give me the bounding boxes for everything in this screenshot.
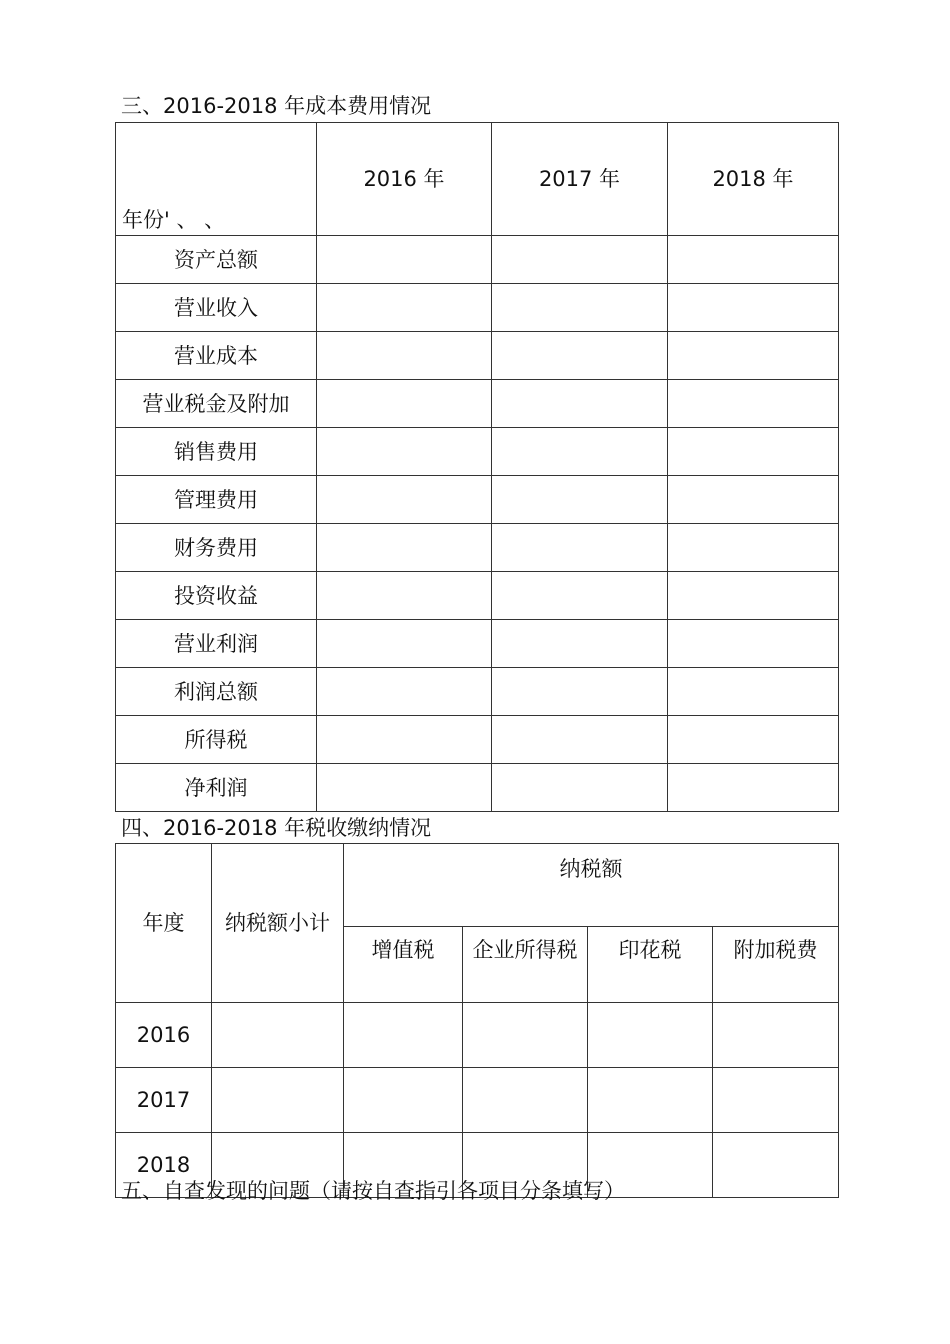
value-cell[interactable] [492,764,668,812]
table-row [116,572,839,620]
row-label: 营业税金及附加 [116,380,317,428]
col-header-vat: 增值税 [344,927,463,1003]
row-label: 销售费用 [116,428,317,476]
row-label: 营业成本 [116,332,317,380]
year-header-2016: 2016 年 [317,123,492,236]
value-cell[interactable] [463,1068,588,1133]
row-label: 资产总额 [116,236,317,284]
table-row [116,716,839,764]
table-row [116,236,839,284]
value-cell[interactable] [492,380,668,428]
value-cell[interactable] [492,524,668,572]
value-cell[interactable] [713,1133,839,1198]
table-row [116,332,839,380]
value-cell[interactable] [668,380,839,428]
section3-title: 三、2016-2018 年成本费用情况 [121,94,432,118]
value-cell[interactable] [492,332,668,380]
value-cell[interactable] [317,764,492,812]
value-cell[interactable] [668,236,839,284]
value-cell[interactable] [492,476,668,524]
table-row [116,524,839,572]
row-label: 投资收益 [116,572,317,620]
table-row [116,1003,839,1068]
row-label: 营业利润 [116,620,317,668]
col-header-tax-amount: 纳税额 [344,844,839,927]
year-header-2018: 2018 年 [668,123,839,236]
value-cell[interactable] [668,332,839,380]
row-label: 财务费用 [116,524,317,572]
value-cell[interactable] [317,476,492,524]
value-cell[interactable] [317,668,492,716]
value-cell[interactable] [317,428,492,476]
year-header-2017: 2017 年 [492,123,668,236]
value-cell[interactable] [492,620,668,668]
year-cell: 2018 [116,1133,212,1198]
table-row [116,764,839,812]
year-cell: 2017 [116,1068,212,1133]
value-cell[interactable] [668,716,839,764]
value-cell[interactable] [492,668,668,716]
tax-table-header-row [116,844,839,927]
year-corner-label: 年份' 、 、 [116,123,317,236]
value-cell[interactable] [317,716,492,764]
row-label: 净利润 [116,764,317,812]
col-header-subtotal: 纳税额小计 [212,844,344,1003]
value-cell[interactable] [668,524,839,572]
value-cell[interactable] [344,1068,463,1133]
value-cell[interactable] [492,428,668,476]
col-header-year: 年度 [116,844,212,1003]
value-cell[interactable] [317,332,492,380]
table-row [116,1068,839,1133]
year-cell: 2016 [116,1003,212,1068]
value-cell[interactable] [588,1068,713,1133]
value-cell[interactable] [317,524,492,572]
table-row [116,476,839,524]
value-cell[interactable] [492,236,668,284]
value-cell[interactable] [668,764,839,812]
row-label: 营业收入 [116,284,317,332]
row-label: 利润总额 [116,668,317,716]
value-cell[interactable] [713,1068,839,1133]
value-cell[interactable] [668,620,839,668]
value-cell[interactable] [317,284,492,332]
table-row [116,284,839,332]
col-header-corporate-income-tax: 企业所得税 [463,927,588,1003]
col-header-stamp-duty: 印花税 [588,927,713,1003]
value-cell[interactable] [317,572,492,620]
value-cell[interactable] [212,1068,344,1133]
cost-expense-table [115,122,839,812]
col-header-surcharges: 附加税费 [713,927,839,1003]
table-row [116,620,839,668]
value-cell[interactable] [317,236,492,284]
value-cell[interactable] [212,1003,344,1068]
value-cell[interactable] [713,1003,839,1068]
value-cell[interactable] [463,1003,588,1068]
value-cell[interactable] [668,572,839,620]
section5-title: 五、自查发现的问题（请按自查指引各项目分条填写） [121,1179,625,1203]
table-row [116,668,839,716]
value-cell[interactable] [492,572,668,620]
table-row [116,380,839,428]
value-cell[interactable] [588,1003,713,1068]
value-cell[interactable] [668,284,839,332]
value-cell[interactable] [344,1003,463,1068]
value-cell[interactable] [492,284,668,332]
value-cell[interactable] [668,668,839,716]
cost-table-header-row [116,123,839,236]
row-label: 所得税 [116,716,317,764]
table-row [116,428,839,476]
value-cell[interactable] [317,380,492,428]
value-cell[interactable] [668,428,839,476]
tax-payment-table [115,843,839,1198]
value-cell[interactable] [668,476,839,524]
value-cell[interactable] [317,620,492,668]
section4-title: 四、2016-2018 年税收缴纳情况 [121,816,432,840]
row-label: 管理费用 [116,476,317,524]
value-cell[interactable] [492,716,668,764]
